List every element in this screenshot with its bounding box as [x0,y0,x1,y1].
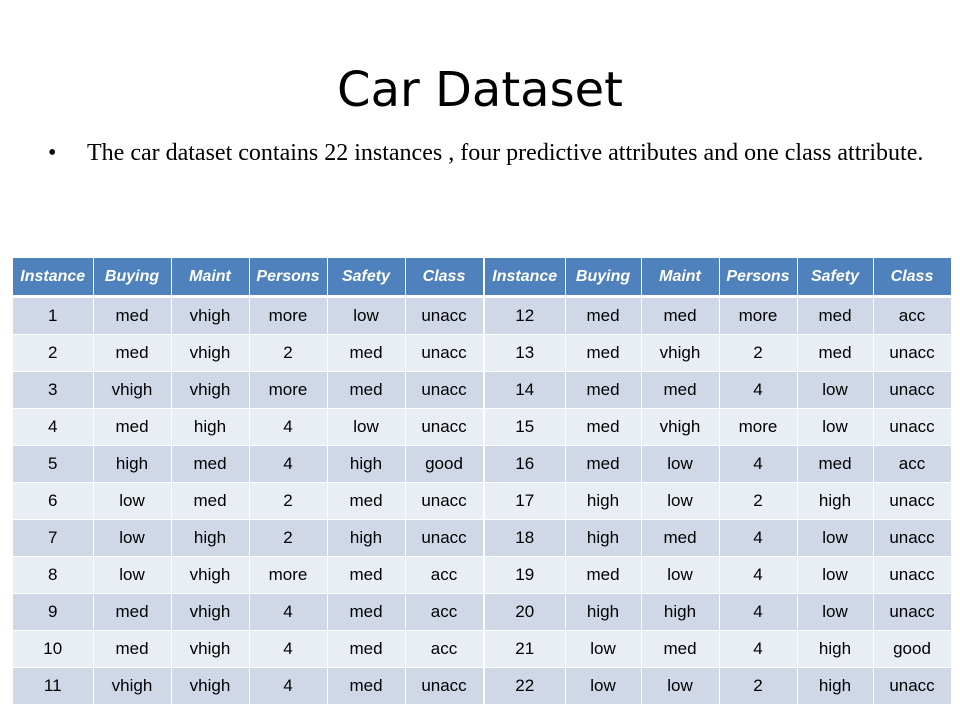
maint-cell: med [641,297,719,335]
table-row [13,668,483,705]
buying-cell: med [565,446,641,483]
table-row [13,483,483,520]
buying-cell: high [93,446,171,483]
buying-cell: med [565,409,641,446]
class-cell: unacc [873,594,951,631]
buying-cell: vhigh [93,372,171,409]
maint-cell: med [641,372,719,409]
header-safety: Safety [327,258,405,297]
maint-cell: high [641,594,719,631]
maint-cell: low [641,668,719,705]
persons-cell: more [249,557,327,594]
header-persons: Persons [249,258,327,297]
safety-cell: med [797,446,873,483]
instance-cell: 19 [485,557,565,594]
buying-cell: med [565,557,641,594]
maint-cell: med [171,483,249,520]
class-cell: unacc [873,409,951,446]
table-row [485,372,951,409]
persons-cell: 2 [249,335,327,372]
safety-cell: med [797,297,873,335]
buying-cell: vhigh [93,668,171,705]
buying-cell: high [565,520,641,557]
header-persons: Persons [719,258,797,297]
class-cell: unacc [405,335,483,372]
persons-cell: 4 [719,557,797,594]
instance-cell: 13 [485,335,565,372]
safety-cell: low [797,557,873,594]
table-row [485,446,951,483]
safety-cell: med [327,594,405,631]
buying-cell: med [93,297,171,335]
persons-cell: 4 [249,446,327,483]
buying-cell: med [565,297,641,335]
maint-cell: med [171,446,249,483]
maint-cell: low [641,446,719,483]
class-cell: unacc [405,668,483,705]
instance-cell: 17 [485,483,565,520]
class-cell: unacc [405,520,483,557]
persons-cell: 4 [719,446,797,483]
instance-cell: 15 [485,409,565,446]
table-row [485,483,951,520]
safety-cell: med [327,372,405,409]
persons-cell: more [249,372,327,409]
instance-cell: 10 [13,631,93,668]
car-table-right [485,258,952,705]
header-class: Class [405,258,483,297]
buying-cell: med [93,594,171,631]
instance-cell: 16 [485,446,565,483]
persons-cell: more [249,297,327,335]
maint-cell: high [171,520,249,557]
table-row [13,520,483,557]
header-buying: Buying [565,258,641,297]
maint-cell: vhigh [641,335,719,372]
buying-cell: med [93,409,171,446]
persons-cell: 2 [249,483,327,520]
table-row [13,297,483,335]
buying-cell: low [93,483,171,520]
class-cell: unacc [873,557,951,594]
table-row [485,557,951,594]
persons-cell: 4 [249,594,327,631]
class-cell: unacc [873,668,951,705]
maint-cell: med [641,631,719,668]
instance-cell: 2 [13,335,93,372]
safety-cell: med [327,557,405,594]
maint-cell: low [641,483,719,520]
safety-cell: high [327,446,405,483]
maint-cell: vhigh [641,409,719,446]
header-maint: Maint [641,258,719,297]
class-cell: unacc [405,372,483,409]
buying-cell: med [565,372,641,409]
safety-cell: low [797,594,873,631]
table-row [13,372,483,409]
class-cell: acc [873,297,951,335]
persons-cell: more [719,297,797,335]
safety-cell: low [327,409,405,446]
safety-cell: low [797,372,873,409]
maint-cell: vhigh [171,297,249,335]
persons-cell: 4 [719,594,797,631]
instance-cell: 6 [13,483,93,520]
table-header-row [485,258,951,297]
bullet-point [48,136,928,171]
persons-cell: 4 [249,668,327,705]
table-row [13,594,483,631]
table-header-row [13,258,483,297]
maint-cell: med [641,520,719,557]
safety-cell: med [327,483,405,520]
class-cell: acc [873,446,951,483]
safety-cell: low [327,297,405,335]
instance-cell: 22 [485,668,565,705]
class-cell: unacc [405,409,483,446]
table-row [485,297,951,335]
table-row [13,557,483,594]
header-maint: Maint [171,258,249,297]
safety-cell: med [797,335,873,372]
instance-cell: 21 [485,631,565,668]
table-row [485,409,951,446]
bullet-text: The car dataset contains 22 instances , four predictive attributes and one class attribute. [87,140,924,166]
safety-cell: low [797,520,873,557]
persons-cell: 4 [719,520,797,557]
maint-cell: vhigh [171,335,249,372]
maint-cell: vhigh [171,631,249,668]
car-table-left [13,258,484,705]
table-row [13,631,483,668]
class-cell: unacc [873,520,951,557]
slide-title: Car Dataset [337,62,623,118]
class-cell: unacc [873,335,951,372]
table-row [13,335,483,372]
table-row [485,631,951,668]
table-row [485,335,951,372]
buying-cell: high [565,483,641,520]
instance-cell: 8 [13,557,93,594]
class-cell: unacc [405,483,483,520]
table-row [485,594,951,631]
persons-cell: 2 [249,520,327,557]
safety-cell: high [797,483,873,520]
buying-cell: low [565,668,641,705]
maint-cell: low [641,557,719,594]
buying-cell: med [565,335,641,372]
class-cell: good [405,446,483,483]
persons-cell: 4 [249,409,327,446]
instance-cell: 18 [485,520,565,557]
persons-cell: 4 [249,631,327,668]
safety-cell: med [327,668,405,705]
bullet-dot-icon: • [48,140,57,166]
maint-cell: vhigh [171,594,249,631]
persons-cell: more [719,409,797,446]
instance-cell: 5 [13,446,93,483]
class-cell: acc [405,594,483,631]
header-safety: Safety [797,258,873,297]
instance-cell: 12 [485,297,565,335]
class-cell: unacc [405,297,483,335]
persons-cell: 2 [719,335,797,372]
header-class: Class [873,258,951,297]
instance-cell: 20 [485,594,565,631]
class-cell: acc [405,631,483,668]
persons-cell: 2 [719,668,797,705]
safety-cell: med [327,631,405,668]
header-instance: Instance [485,258,565,297]
maint-cell: vhigh [171,668,249,705]
class-cell: good [873,631,951,668]
safety-cell: low [797,409,873,446]
buying-cell: low [93,520,171,557]
buying-cell: med [93,631,171,668]
safety-cell: high [797,668,873,705]
class-cell: unacc [873,372,951,409]
safety-cell: high [797,631,873,668]
instance-cell: 7 [13,520,93,557]
instance-cell: 4 [13,409,93,446]
header-instance: Instance [13,258,93,297]
buying-cell: med [93,335,171,372]
buying-cell: low [93,557,171,594]
persons-cell: 4 [719,631,797,668]
table-row [13,409,483,446]
buying-cell: high [565,594,641,631]
instance-cell: 14 [485,372,565,409]
instance-cell: 3 [13,372,93,409]
safety-cell: high [327,520,405,557]
persons-cell: 2 [719,483,797,520]
safety-cell: med [327,335,405,372]
maint-cell: vhigh [171,557,249,594]
instance-cell: 11 [13,668,93,705]
class-cell: unacc [873,483,951,520]
maint-cell: vhigh [171,372,249,409]
table-row [13,446,483,483]
instance-cell: 9 [13,594,93,631]
maint-cell: high [171,409,249,446]
header-buying: Buying [93,258,171,297]
persons-cell: 4 [719,372,797,409]
buying-cell: low [565,631,641,668]
table-row [485,520,951,557]
instance-cell: 1 [13,297,93,335]
class-cell: acc [405,557,483,594]
table-row [485,668,951,705]
